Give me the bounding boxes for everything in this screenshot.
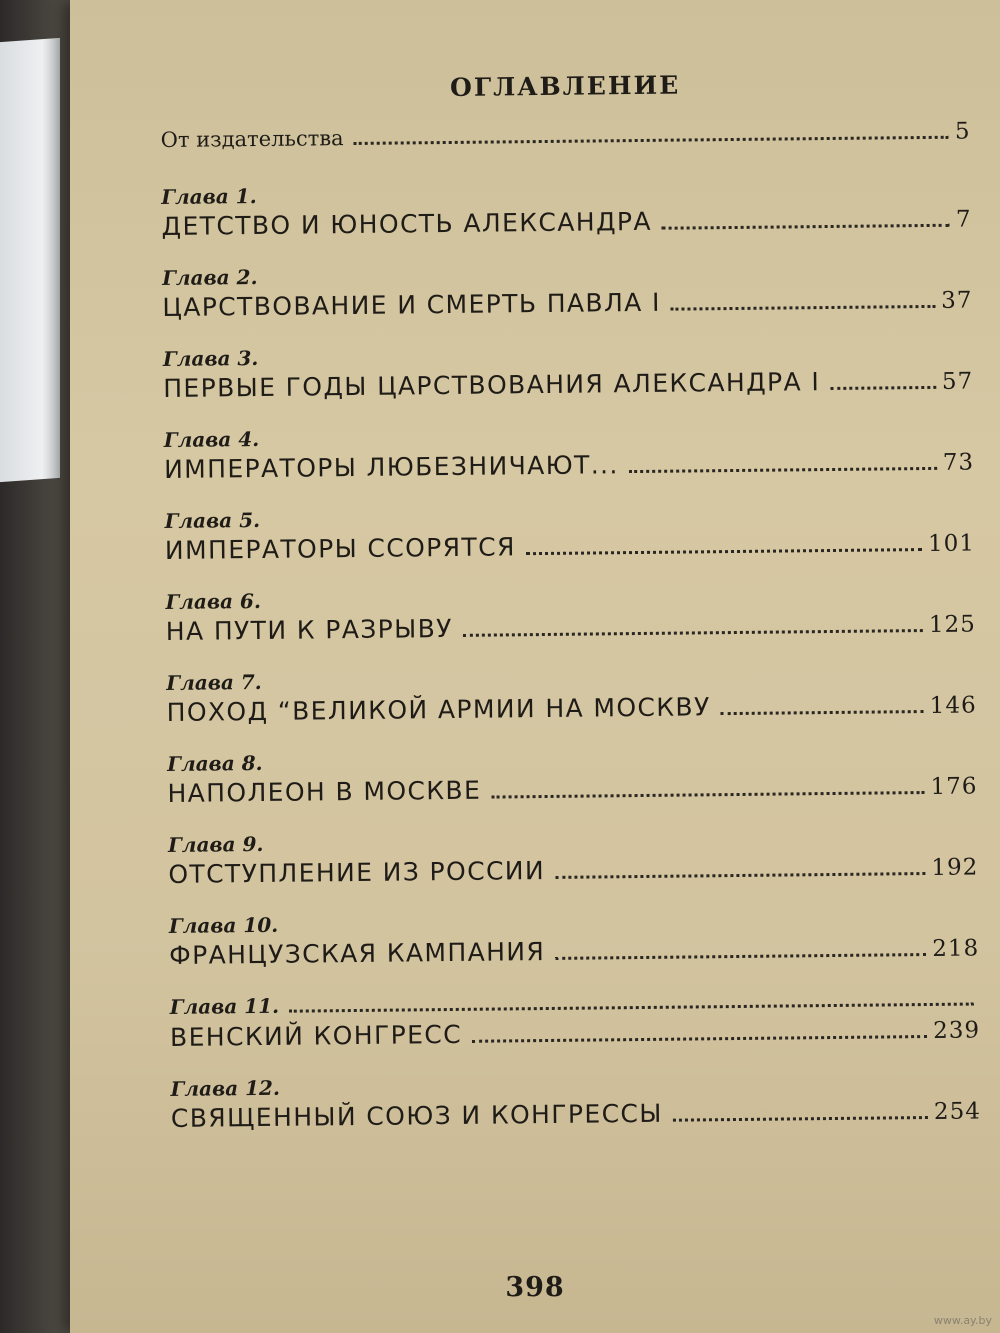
chapter-label: Глава 1.	[161, 183, 257, 209]
leader-dots	[354, 136, 949, 145]
toc-entry-chapter-8	[167, 742, 978, 811]
leader-dots	[526, 548, 922, 555]
toc-entry-chapter-5	[165, 499, 976, 568]
chapter-title: НА ПУТИ К РАЗРЫВУ	[165, 613, 453, 646]
chapter-page: 57	[941, 368, 974, 395]
toc-entry-chapter-11	[170, 985, 981, 1055]
toc-entry-chapter-2	[162, 257, 973, 326]
leader-dots	[472, 1035, 927, 1043]
chapter-title: ОТСТУПЛЕНИЕ ИЗ РОССИИ	[168, 856, 546, 889]
leader-dots	[673, 1116, 928, 1122]
chapter-label: Глава 12.	[170, 1075, 280, 1101]
chapter-title: ПЕРВЫЕ ГОДЫ ЦАРСТВОВАНИЯ АЛЕКСАНДРА I	[163, 367, 821, 403]
toc-entry-chapter-3	[163, 338, 974, 407]
toc-entry-chapter-12	[170, 1067, 981, 1136]
chapter-page: 239	[933, 1017, 981, 1044]
toc-entry-preface	[161, 119, 971, 154]
chapter-label: Глава 10.	[168, 912, 279, 938]
chapter-title: ВЕНСКИЙ КОНГРЕСС	[169, 1019, 463, 1052]
toc-entry-title: От издательства	[160, 126, 344, 152]
chapter-page: 101	[927, 530, 976, 557]
chapter-label: Глава 11.	[169, 993, 280, 1019]
chapter-title: ЦАРСТВОВАНИЕ И СМЕРТЬ ПАВЛА I	[162, 287, 661, 322]
chapter-title: ИМПЕРАТОРЫ ЛЮБЕЗНИЧАЮТ...	[163, 450, 619, 484]
paper-stack	[0, 38, 60, 482]
page-number: 398	[505, 1272, 565, 1303]
toc-entry-chapter-9	[168, 823, 979, 892]
watermark: www.ay.by	[933, 1314, 992, 1327]
chapter-page: 218	[932, 935, 980, 962]
toc-entry-page: 5	[954, 118, 971, 145]
chapter-page: 192	[931, 854, 979, 881]
chapter-title: ДЕТСТВО И ЮНОСТЬ АЛЕКСАНДРА	[161, 206, 653, 241]
chapter-label: Глава 8.	[167, 750, 263, 776]
leader-dots	[491, 791, 924, 799]
chapter-label: Глава 6.	[165, 588, 261, 614]
leader-dots	[721, 710, 924, 715]
chapter-title: ИМПЕРАТОРЫ ССОРЯТСЯ	[164, 532, 516, 565]
chapter-page: 7	[955, 206, 972, 233]
toc-entry-chapter-4	[164, 418, 975, 487]
chapter-page: 73	[942, 449, 975, 476]
leader-dots	[289, 1003, 974, 1013]
leader-dots	[555, 872, 925, 879]
chapter-page: 254	[933, 1098, 982, 1125]
leader-dots	[555, 953, 926, 960]
book-page	[70, 0, 1000, 1333]
leader-dots	[662, 224, 950, 230]
leader-dots	[830, 386, 936, 390]
chapter-label: Глава 7.	[166, 669, 262, 695]
toc-entry-chapter-7	[166, 661, 977, 730]
chapter-title: НАПОЛЕОН В МОСКВЕ	[167, 775, 482, 808]
toc-entry-chapter-6	[165, 580, 976, 649]
chapter-title: ПОХОД “ВЕЛИКОЙ АРМИИ НА МОСКВУ	[166, 692, 711, 727]
chapter-page: 37	[940, 287, 973, 314]
chapter-label: Глава 3.	[162, 345, 259, 371]
table-of-contents	[160, 68, 981, 1157]
chapter-label: Глава 9.	[167, 831, 264, 857]
leader-dots	[463, 629, 923, 637]
chapter-page: 176	[930, 773, 978, 800]
chapter-label: Глава 4.	[163, 426, 260, 452]
chapter-label: Глава 2.	[161, 264, 258, 290]
chapter-label: Глава 5.	[164, 507, 261, 533]
toc-entry-chapter-10	[169, 904, 980, 973]
chapter-title: СВЯЩЕННЫЙ СОЮЗ И КОНГРЕССЫ	[170, 1098, 663, 1133]
leader-dots	[629, 467, 937, 473]
chapter-title: ФРАНЦУЗСКАЯ КАМПАНИЯ	[169, 937, 546, 970]
chapter-page: 125	[928, 611, 976, 638]
leader-dots	[671, 305, 935, 311]
chapter-page: 146	[929, 692, 977, 719]
toc-entry-chapter-1	[161, 176, 972, 245]
toc-title: ОГЛАВЛЕНИЕ	[449, 70, 681, 102]
